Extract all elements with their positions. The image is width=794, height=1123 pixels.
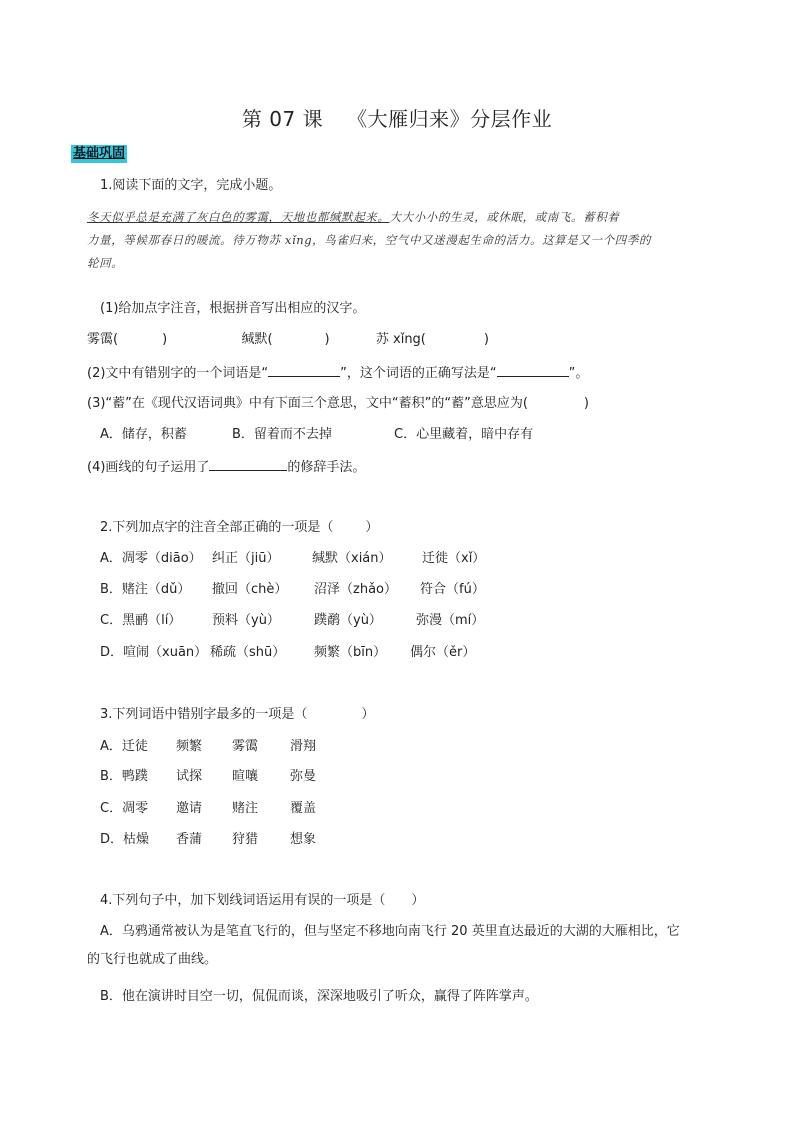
q3-b-word-2: 试探 [176, 769, 203, 784]
q3-b-word-1: B．鸭蹼 [100, 769, 148, 784]
q2-b-word-1: B．赌注（dǔ） [100, 582, 191, 597]
q3-d-word-3: 狩猎 [232, 832, 259, 847]
q3-b-word-3: 暄嚷 [232, 769, 259, 784]
fill-wuai-close: ) [162, 332, 168, 347]
question-4-close: ） [411, 893, 425, 908]
q3-c-word-4: 覆盖 [290, 801, 317, 816]
q2-option-a[interactable] [100, 549, 485, 569]
question-2-head [100, 518, 378, 538]
q1-sub4 [87, 456, 365, 478]
q3-option-b[interactable] [100, 767, 316, 787]
q2-d-word-2: 稀疏（shū） [210, 645, 286, 660]
q3-c-word-1: C．凋零 [100, 801, 149, 816]
q2-option-b[interactable] [100, 580, 485, 600]
q3-a-word-3: 雾霭 [232, 739, 259, 754]
q2-option-c[interactable] [100, 611, 484, 631]
q2-c-word-3: 蹼鹬（yù） [314, 613, 382, 628]
fill-wuai-label: 雾霭( [87, 332, 119, 347]
underlined-sentence: 冬天似乎总是充满了灰白色的雾霭，天地也都缄默起来。 [87, 210, 390, 224]
question-3-close: ） [361, 707, 375, 722]
q3-option-a[interactable] [100, 737, 316, 757]
q2-a-word-2: 纠正（jiū） [212, 551, 280, 566]
question-2-close: ） [365, 520, 379, 535]
q2-a-word-1: A．凋零（diāo） [100, 551, 202, 566]
q2-d-word-1: D．喧闹（xuān） [100, 645, 208, 660]
q2-a-word-4: 迁徙（xǐ） [422, 551, 486, 566]
q3-a-word-4: 滑翔 [290, 739, 317, 754]
q1-sub2 [87, 362, 588, 384]
q1-sub3 [87, 394, 589, 414]
q3-option-c[interactable] [100, 799, 316, 819]
q1-sub3-option-a[interactable]: A．储存，积蓄 [100, 427, 187, 442]
fill-xing-close: ) [483, 332, 489, 347]
q3-c-word-2: 邀请 [176, 801, 203, 816]
question-4-text: 4.下列句子中，加下划线词语运用有误的一项是（ [100, 893, 386, 908]
fill-jianmo-close: ) [324, 332, 330, 347]
question-3-text: 3.下列词语中错别字最多的一项是（ [100, 707, 308, 722]
q2-b-word-4: 符合（fú） [420, 582, 485, 597]
q1-sub3-close: ) [583, 396, 589, 411]
q4-option-a-line1: A．乌鸦通常被认为是笔直飞行的，但与坚定不移地向南飞行 20 英里直达最近的大湖的大雁相比，它 [100, 924, 680, 939]
passage-line2: 力量，等候那春日的暖流。待万物苏 xǐng，鸟雀归来，空气中又迷漫起生命的活力。这算是又一个四季的 [87, 233, 651, 247]
q2-d-word-3: 频繁（bīn） [314, 645, 387, 660]
q3-d-word-1: D．枯燥 [100, 832, 150, 847]
question-1-head: 1.阅读下面的文字，完成小题。 [100, 178, 282, 193]
q1-sub3-options [100, 425, 533, 445]
q2-a-word-3: 缄默（xián） [312, 551, 392, 566]
q1-sub4-text-a: (4)画线的句子运用了 [87, 460, 210, 475]
q1-fill-row [87, 330, 489, 350]
q1-sub2-text-c: ”。 [568, 366, 589, 381]
lesson-number: 第 07 课 [241, 107, 324, 131]
q2-b-word-2: 撤回（chè） [212, 582, 288, 597]
q1-sub2-text-b: ”，这个词语的正确写法是“ [340, 366, 497, 381]
q2-option-d[interactable] [100, 643, 475, 663]
q2-b-word-3: 沼泽（zhǎo） [314, 582, 397, 597]
page-title [0, 103, 794, 132]
question-3-head [100, 705, 374, 725]
lesson-name: 《大雁归来》分层作业 [347, 107, 553, 131]
q2-c-word-2: 预料（yù） [212, 613, 280, 628]
q4-option-b[interactable]: B．他在演讲时目空一切，侃侃而谈，深深地吸引了听众，赢得了阵阵掌声。 [100, 989, 538, 1004]
q4-option-a-line2: 的飞行也就成了曲线。 [87, 952, 218, 967]
reading-passage [87, 206, 727, 275]
q2-c-word-1: C．黑鹂（lí） [100, 613, 182, 628]
q1-sub2-text-a: (2)文中有错别字的一个词语是“ [87, 366, 269, 381]
q3-a-word-2: 频繁 [176, 739, 203, 754]
q4-option-a[interactable] [87, 918, 727, 974]
q1-sub3-option-c[interactable]: C．心里藏着，暗中存有 [394, 427, 534, 442]
passage-line3: 轮回。 [87, 256, 124, 270]
q1-sub4-blank[interactable] [209, 456, 287, 471]
q3-option-d[interactable] [100, 830, 316, 850]
question-4-head [100, 891, 424, 911]
q2-d-word-4: 偶尔（ěr） [410, 645, 476, 660]
q1-sub4-text-b: 的修辞手法。 [287, 460, 366, 475]
passage-line1-rest: 大大小小的生灵，或休眠，或南飞。蓄积着 [389, 210, 620, 224]
q1-sub3-option-b[interactable]: B．留着而不去掉 [232, 427, 332, 442]
fill-xing-label: 苏 xǐng( [375, 332, 426, 347]
q2-c-word-4: 弥漫（mí） [416, 613, 485, 628]
fill-jianmo-label: 缄默( [241, 332, 273, 347]
q3-c-word-3: 赌注 [232, 801, 259, 816]
q3-d-word-2: 香蒲 [176, 832, 203, 847]
q3-b-word-4: 弥曼 [290, 769, 317, 784]
q3-d-word-4: 想象 [290, 832, 317, 847]
q1-sub3-text: (3)“蓄”在《现代汉语词典》中有下面三个意思，文中“蓄积”的“蓄”意思应为( [87, 396, 528, 411]
q3-a-word-1: A．迁徒 [100, 739, 148, 754]
q1-sub2-blank-2[interactable] [497, 362, 569, 377]
section-label: 基础巩固 [73, 146, 126, 161]
q1-sub2-blank-1[interactable] [268, 362, 340, 377]
question-2-text: 2.下列加点字的注音全部正确的一项是（ [100, 520, 334, 535]
q1-sub1: (1)给加点字注音，根据拼音写出相应的汉字。 [100, 301, 366, 316]
